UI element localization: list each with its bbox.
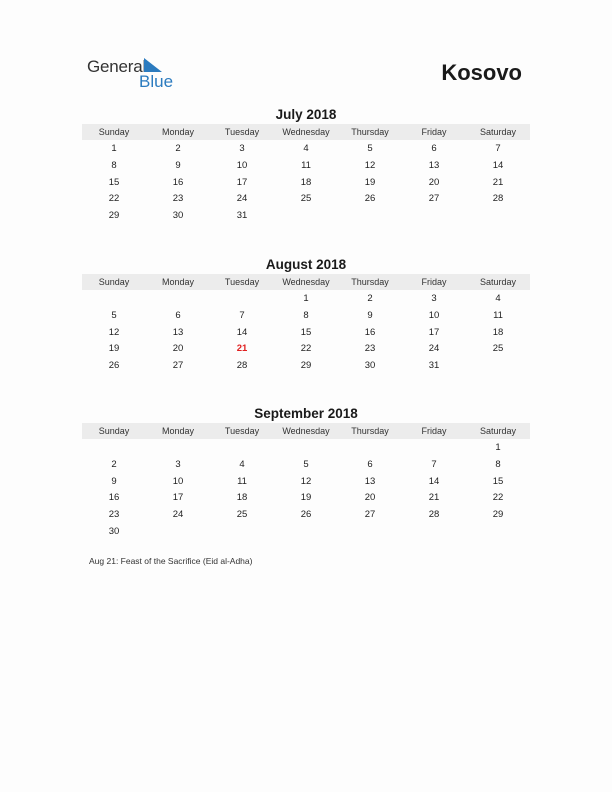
date-cell: 17 (172, 492, 184, 504)
weekday-header-row (82, 274, 530, 290)
date-cell: 13 (428, 159, 440, 171)
date-cell: 16 (364, 326, 376, 338)
date-cell (466, 208, 530, 225)
date-cell: 17 (236, 176, 248, 188)
date-cell: 5 (367, 143, 373, 154)
country-title: Kosovo (441, 60, 522, 85)
weekday-header-row (82, 423, 530, 439)
weekday-label: Thursday (351, 127, 389, 137)
weekday-label: Thursday (351, 426, 389, 436)
date-cell: 16 (172, 176, 184, 188)
date-cell: 25 (300, 193, 312, 205)
date-cell: 6 (431, 143, 437, 154)
date-cell: 1 (303, 293, 309, 304)
date-cell: 14 (492, 159, 504, 171)
logo-triangle-icon (144, 58, 162, 72)
weekday-label: Sunday (98, 127, 130, 137)
date-cell: 26 (364, 193, 376, 205)
date-cell: 1 (495, 442, 501, 453)
date-cell: 14 (236, 326, 248, 338)
date-cell (338, 524, 402, 541)
date-cell: 9 (367, 309, 373, 321)
date-cell: 19 (364, 176, 376, 188)
date-cell: 15 (300, 326, 312, 338)
date-cell (274, 524, 338, 541)
date-cell: 21 (428, 492, 440, 504)
date-cell: 13 (364, 475, 376, 487)
date-cell: 20 (172, 343, 184, 355)
date-cell (338, 440, 402, 457)
date-cell: 2 (111, 458, 117, 470)
weekday-label: Tuesday (224, 426, 260, 436)
weekday-label: Monday (161, 426, 195, 436)
date-cell (82, 440, 146, 457)
date-cell: 31 (428, 360, 440, 372)
month-title: July 2018 (275, 107, 337, 122)
date-cell: 29 (300, 360, 312, 372)
weekday-label: Saturday (479, 426, 517, 436)
date-cell: 2 (175, 143, 181, 154)
date-cell: 24 (428, 343, 440, 355)
date-cell: 9 (111, 475, 117, 487)
date-cell (210, 291, 274, 308)
date-cell: 27 (428, 193, 440, 205)
weekday-label: Monday (161, 127, 195, 137)
date-cell (210, 440, 274, 457)
day-grid (82, 440, 530, 541)
date-cell: 19 (300, 492, 312, 504)
date-cell (146, 524, 210, 541)
month-july (82, 106, 530, 225)
date-cell (402, 440, 466, 457)
weekday-label: Wednesday (282, 127, 330, 137)
date-cell: 3 (239, 143, 245, 154)
weekday-label: Sunday (98, 426, 130, 436)
month-august (82, 256, 530, 375)
date-cell: 3 (175, 458, 181, 470)
weekday-label: Friday (421, 127, 447, 137)
date-cell (146, 440, 210, 457)
weekday-label: Tuesday (224, 127, 260, 137)
date-cell: 21 (492, 176, 504, 188)
date-cell: 7 (431, 458, 437, 470)
date-cell: 8 (495, 458, 501, 470)
date-cell: 28 (236, 360, 248, 372)
date-cell: 12 (300, 475, 312, 487)
weekday-label: Tuesday (224, 277, 260, 287)
holiday-notes (89, 556, 252, 566)
date-cell: 6 (175, 309, 181, 321)
date-cell (274, 208, 338, 225)
holiday-note: Aug 21: Feast of the Sacrifice (Eid al-Adha) (89, 556, 253, 566)
date-cell: 20 (428, 176, 440, 188)
date-cell: 18 (492, 326, 504, 338)
date-cell (402, 208, 466, 225)
date-cell: 9 (175, 159, 181, 171)
date-cell: 16 (108, 492, 120, 504)
date-cell: 19 (108, 343, 120, 355)
date-cell: 12 (364, 159, 376, 171)
date-cell: 14 (428, 475, 440, 487)
date-cell: 10 (172, 475, 184, 487)
weekday-label: Thursday (351, 277, 389, 287)
date-cell: 4 (239, 458, 245, 470)
date-cell: 7 (495, 143, 501, 154)
date-cell: 4 (495, 293, 501, 304)
day-grid (82, 291, 530, 375)
date-cell: 20 (364, 492, 376, 504)
month-september (82, 405, 530, 541)
date-cell (402, 524, 466, 541)
date-cell (466, 358, 530, 375)
date-cell: 6 (367, 458, 373, 470)
date-cell: 27 (364, 509, 376, 521)
date-cell: 11 (237, 475, 247, 487)
date-cell: 15 (492, 475, 504, 487)
weekday-label: Saturday (479, 127, 517, 137)
month-title: August 2018 (265, 257, 347, 272)
date-cell: 3 (431, 293, 437, 304)
date-cell: 26 (300, 509, 312, 521)
date-cell: 22 (108, 193, 120, 205)
weekday-header-row (82, 124, 530, 140)
date-cell: 18 (300, 176, 312, 188)
date-cell: 2 (367, 293, 373, 304)
day-grid (82, 141, 530, 225)
date-cell: 25 (492, 343, 504, 355)
date-cell: 31 (236, 210, 248, 222)
date-cell: 26 (108, 360, 120, 372)
weekday-label: Friday (421, 277, 447, 287)
date-cell: 1 (111, 143, 117, 154)
date-cell: 22 (492, 492, 504, 504)
date-cell: 4 (303, 143, 309, 154)
date-cell: 5 (111, 309, 117, 321)
weekday-label: Sunday (98, 277, 130, 287)
date-cell (210, 524, 274, 541)
weekday-label: Monday (161, 277, 195, 287)
date-cell: 24 (172, 509, 184, 521)
weekday-label: Friday (421, 426, 447, 436)
date-cell: 8 (111, 159, 117, 171)
date-cell: 30 (364, 360, 376, 372)
generalblue-logo (87, 57, 187, 91)
date-cell: 25 (236, 509, 248, 521)
date-cell (274, 440, 338, 457)
date-cell: 18 (236, 492, 248, 504)
date-cell (146, 291, 210, 308)
date-cell: 22 (300, 343, 312, 355)
month-title: September 2018 (254, 406, 358, 421)
date-cell: 17 (428, 326, 440, 338)
weekday-label: Wednesday (282, 426, 330, 436)
date-cell (82, 291, 146, 308)
date-cell: 15 (108, 176, 120, 188)
date-cell: 28 (492, 193, 504, 205)
date-cell: 24 (236, 193, 248, 205)
date-cell: 28 (428, 509, 440, 521)
date-cell: 30 (172, 210, 184, 222)
date-cell (466, 524, 530, 541)
date-cell: 29 (108, 210, 120, 222)
date-cell: 8 (303, 309, 309, 321)
date-cell: 10 (428, 309, 440, 321)
date-cell: 23 (108, 509, 120, 521)
date-cell: 11 (301, 159, 311, 171)
date-cell: 12 (108, 326, 120, 338)
date-cell: 5 (303, 458, 309, 470)
date-cell: 23 (172, 193, 184, 205)
weekday-label: Saturday (479, 277, 517, 287)
date-cell: 29 (492, 509, 504, 521)
logo-text-general: General (87, 57, 147, 76)
date-cell: 23 (364, 343, 376, 355)
date-cell: 27 (172, 360, 184, 372)
logo-text-blue: Blue (139, 72, 174, 91)
date-cell: 30 (108, 525, 120, 537)
date-cell (338, 208, 402, 225)
weekday-label: Wednesday (282, 277, 330, 287)
holiday-date-cell: 21 (236, 343, 248, 355)
date-cell: 10 (236, 159, 248, 171)
date-cell: 13 (172, 326, 184, 338)
date-cell: 7 (239, 309, 245, 321)
date-cell: 11 (493, 309, 503, 321)
